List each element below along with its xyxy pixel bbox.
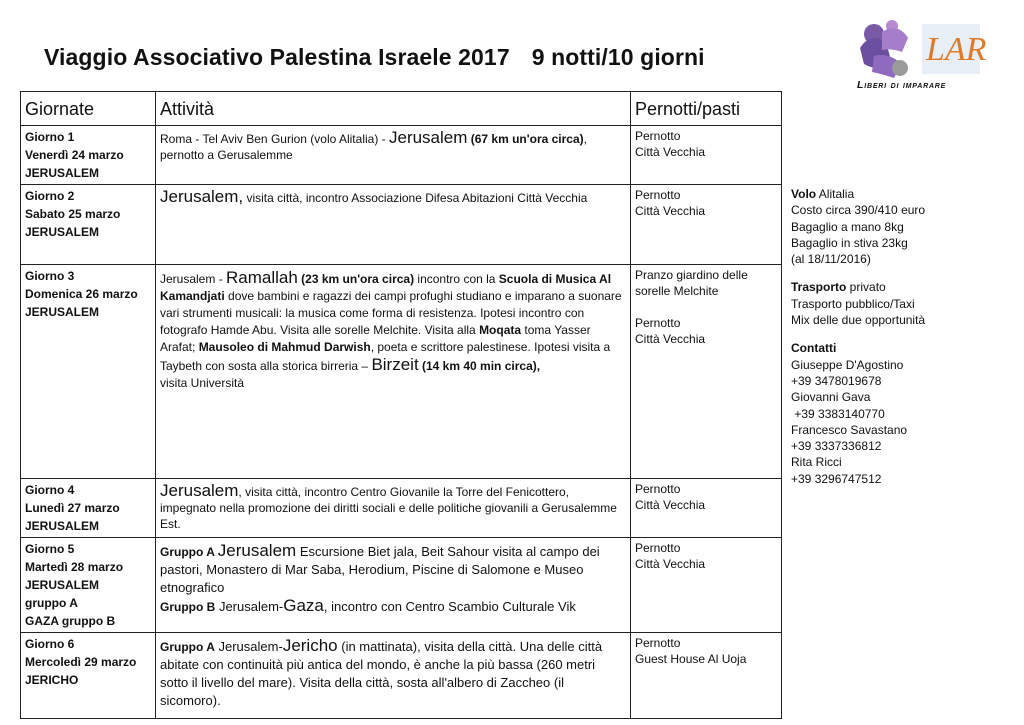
activity-cell bbox=[156, 479, 631, 538]
contact-phone: +39 3296747512 bbox=[791, 471, 882, 486]
day-cell bbox=[21, 126, 156, 185]
activity-cell bbox=[156, 633, 631, 719]
text-segment: Giorno 5 bbox=[25, 542, 75, 556]
text-segment: , pernotto a Gerusalemme bbox=[160, 132, 587, 162]
text-segment: Giorno 2 bbox=[25, 189, 75, 203]
text-segment: visita città, incontro Associazione Difesa Abitazioni Città Vecchia bbox=[243, 191, 588, 205]
table-header-row bbox=[21, 92, 782, 126]
title-main: Viaggio Associativo Palestina Israele 2017 bbox=[44, 44, 510, 70]
contact-phone: +39 3337336812 bbox=[791, 439, 882, 454]
text-segment: JERUSALEM bbox=[25, 519, 100, 533]
text-segment: Bagaglio a mano 8kg bbox=[791, 219, 904, 234]
header-activities: Attività bbox=[156, 92, 631, 126]
text-segment: , visita città, incontro Centro Giovanile la Torre del Fenicottero, impegnato nella promozione dei diritti sociali e delle politiche giovanili a Gerusalemme Est. bbox=[160, 485, 617, 531]
activity-cell bbox=[156, 538, 631, 633]
contacts-heading: Contatti bbox=[791, 341, 837, 356]
text-segment: toma Yasser Arafat; bbox=[160, 323, 591, 354]
day-cell bbox=[21, 538, 156, 633]
text-segment: (in mattinata), visita della città. Una delle città abitate con continuità più antica del mondo, è anche la più bassa (260 metri sotto il livello del mare). Visita della città, sosta all'albero di Zaccheo (il sicomoro). bbox=[160, 639, 603, 708]
text-segment: Città Vecchia bbox=[635, 332, 706, 346]
text-segment: Mercoledì 29 marzo bbox=[25, 655, 137, 669]
day-cell bbox=[21, 633, 156, 719]
contact-phone: +39 3478019678 bbox=[791, 373, 882, 388]
title-duration: 9 notti/10 giorni bbox=[531, 44, 705, 70]
text-segment: Domenica 26 marzo bbox=[25, 287, 138, 301]
text-segment: Alitalia bbox=[816, 187, 855, 201]
text-segment: JERUSALEM bbox=[25, 225, 100, 239]
stay-cell bbox=[631, 538, 782, 633]
text-segment: Jerusalem, bbox=[160, 187, 244, 206]
text-segment: Gruppo A bbox=[160, 640, 215, 654]
stay-cell bbox=[631, 633, 782, 719]
text-segment: Pernotto bbox=[635, 316, 681, 330]
activity-cell bbox=[156, 185, 631, 265]
text-segment: Gaza bbox=[283, 596, 324, 615]
text-segment: Jerusalem- bbox=[215, 599, 284, 614]
text-segment: , incontro con Centro Scambio Culturale Vik bbox=[323, 599, 576, 614]
text-segment: gruppo A bbox=[25, 596, 78, 610]
text-segment: Giorno 6 bbox=[25, 637, 75, 651]
text-segment: Città Vecchia bbox=[635, 204, 706, 218]
text-segment: Città Vecchia bbox=[635, 498, 706, 512]
text-segment: JERUSALEM bbox=[25, 578, 100, 592]
text-segment: Jerusalem- bbox=[214, 639, 283, 654]
text-segment: Pernotto bbox=[635, 188, 681, 202]
text-segment: Jerusalem - bbox=[160, 272, 227, 286]
text-segment: Martedì 28 marzo bbox=[25, 560, 124, 574]
text-segment: Pernotto bbox=[635, 129, 681, 143]
text-segment: Jerusalem bbox=[160, 481, 239, 500]
activity-cell bbox=[156, 126, 631, 185]
text-segment: Venerdì 24 marzo bbox=[25, 148, 124, 162]
text-segment: incontro con la bbox=[414, 272, 499, 286]
text-segment: JERICHO bbox=[25, 673, 79, 687]
page-title bbox=[44, 44, 705, 71]
text-segment: LAR bbox=[926, 31, 987, 68]
travel-info-panel bbox=[791, 186, 925, 487]
text-segment: (23 km un'ora circa) bbox=[297, 272, 415, 286]
stay-cell bbox=[631, 479, 782, 538]
text-segment: Giorno 1 bbox=[25, 130, 75, 144]
text-segment: Giorno 4 bbox=[25, 483, 75, 497]
text-segment: Pernotto bbox=[635, 636, 681, 650]
text-segment: Trasporto bbox=[791, 280, 847, 295]
table-row bbox=[21, 479, 782, 538]
text-segment: GAZA gruppo B bbox=[25, 614, 116, 628]
text-segment: Birzeit bbox=[371, 355, 419, 374]
text-segment: JERUSALEM bbox=[25, 305, 100, 319]
text-segment: JERUSALEM bbox=[25, 166, 100, 180]
table-row bbox=[21, 633, 782, 719]
text-segment: Escursione Biet jala, Beit Sahour visita al campo dei pastori, Monastero di Mar Saba, Herodium, Piscine di Salomone e Museo etnografico bbox=[160, 544, 600, 595]
text-segment: Bagaglio in stiva 23kg bbox=[791, 235, 908, 250]
contact-name: Francesco Savastano bbox=[791, 422, 908, 437]
text-segment: Pranzo giardino delle sorelle Melchite bbox=[635, 268, 748, 298]
header-days: Giornate bbox=[21, 92, 156, 126]
stay-cell bbox=[631, 185, 782, 265]
text-segment: (14 km 40 min circa), bbox=[418, 359, 541, 373]
text-segment: Mix delle due opportunità bbox=[791, 313, 926, 328]
stay-cell bbox=[631, 265, 782, 479]
text-segment: Pernotto bbox=[635, 541, 681, 555]
contact-phone: +39 3383140770 bbox=[791, 406, 885, 421]
text-segment: , poeta e scrittore palestinese. Ipotesi visita a Taybeth con sosta alla storica birreria – bbox=[160, 340, 611, 373]
text-segment: Gruppo A bbox=[160, 545, 218, 559]
contact-name: Giovanni Gava bbox=[791, 390, 871, 405]
table-row bbox=[21, 126, 782, 185]
text-segment: (al 18/11/2016) bbox=[791, 252, 871, 267]
text-segment: Jericho bbox=[282, 636, 338, 655]
text-segment: Città Vecchia bbox=[635, 145, 706, 159]
text-segment: dove bambini e ragazzi dei campi profughi studiano e imparano a suonare vari strumenti musicali: la musica come forma di resistenza. Ipotesi incontro con fotografo Hamde Abu. Visita alle sorelle Melchite. Visita alla bbox=[160, 289, 622, 337]
text-segment: Scuola di Musica Al Kamandjati bbox=[160, 272, 612, 303]
table-row bbox=[21, 538, 782, 633]
table-row bbox=[21, 185, 782, 265]
text-segment: Sabato 25 marzo bbox=[25, 207, 121, 221]
text-segment: Jerusalem bbox=[217, 541, 297, 560]
day-cell bbox=[21, 185, 156, 265]
text-segment: Pernotto bbox=[635, 482, 681, 496]
text-segment: visita Università bbox=[160, 376, 245, 390]
stay-cell bbox=[631, 126, 782, 185]
text-segment: (67 km un'ora circa) bbox=[467, 132, 584, 146]
contact-name: Giuseppe D'Agostino bbox=[791, 357, 904, 372]
text-segment: Giorno 3 bbox=[25, 269, 75, 283]
text-segment: Moqata bbox=[479, 323, 522, 337]
text-segment: Trasporto pubblico/Taxi bbox=[791, 296, 915, 311]
text-segment: Gruppo B bbox=[160, 600, 216, 614]
text-segment: Guest House Al Uoja bbox=[635, 652, 747, 666]
text-segment: Volo bbox=[791, 187, 817, 201]
text-segment: Città Vecchia bbox=[635, 557, 706, 571]
text-segment: Jerusalem bbox=[388, 128, 468, 147]
text-segment: Lunedì 27 marzo bbox=[25, 501, 120, 515]
logo-caption: Liberi di imparare bbox=[857, 79, 947, 91]
text-segment: Costo circa 390/410 euro bbox=[791, 203, 926, 218]
header-stay: Pernotti/pasti bbox=[631, 92, 782, 126]
text-segment: Roma - Tel Aviv Ben Gurion (volo Alitalia) - bbox=[160, 132, 389, 146]
itinerary-table bbox=[20, 91, 782, 719]
table-row bbox=[21, 265, 782, 479]
day-cell bbox=[21, 265, 156, 479]
text-segment: privato bbox=[846, 280, 886, 295]
contact-name: Rita Ricci bbox=[791, 455, 842, 470]
text-segment: Ramallah bbox=[226, 268, 298, 287]
text-segment: Mausoleo di Mahmud Darwish bbox=[198, 340, 371, 354]
day-cell bbox=[21, 479, 156, 538]
activity-cell bbox=[156, 265, 631, 479]
